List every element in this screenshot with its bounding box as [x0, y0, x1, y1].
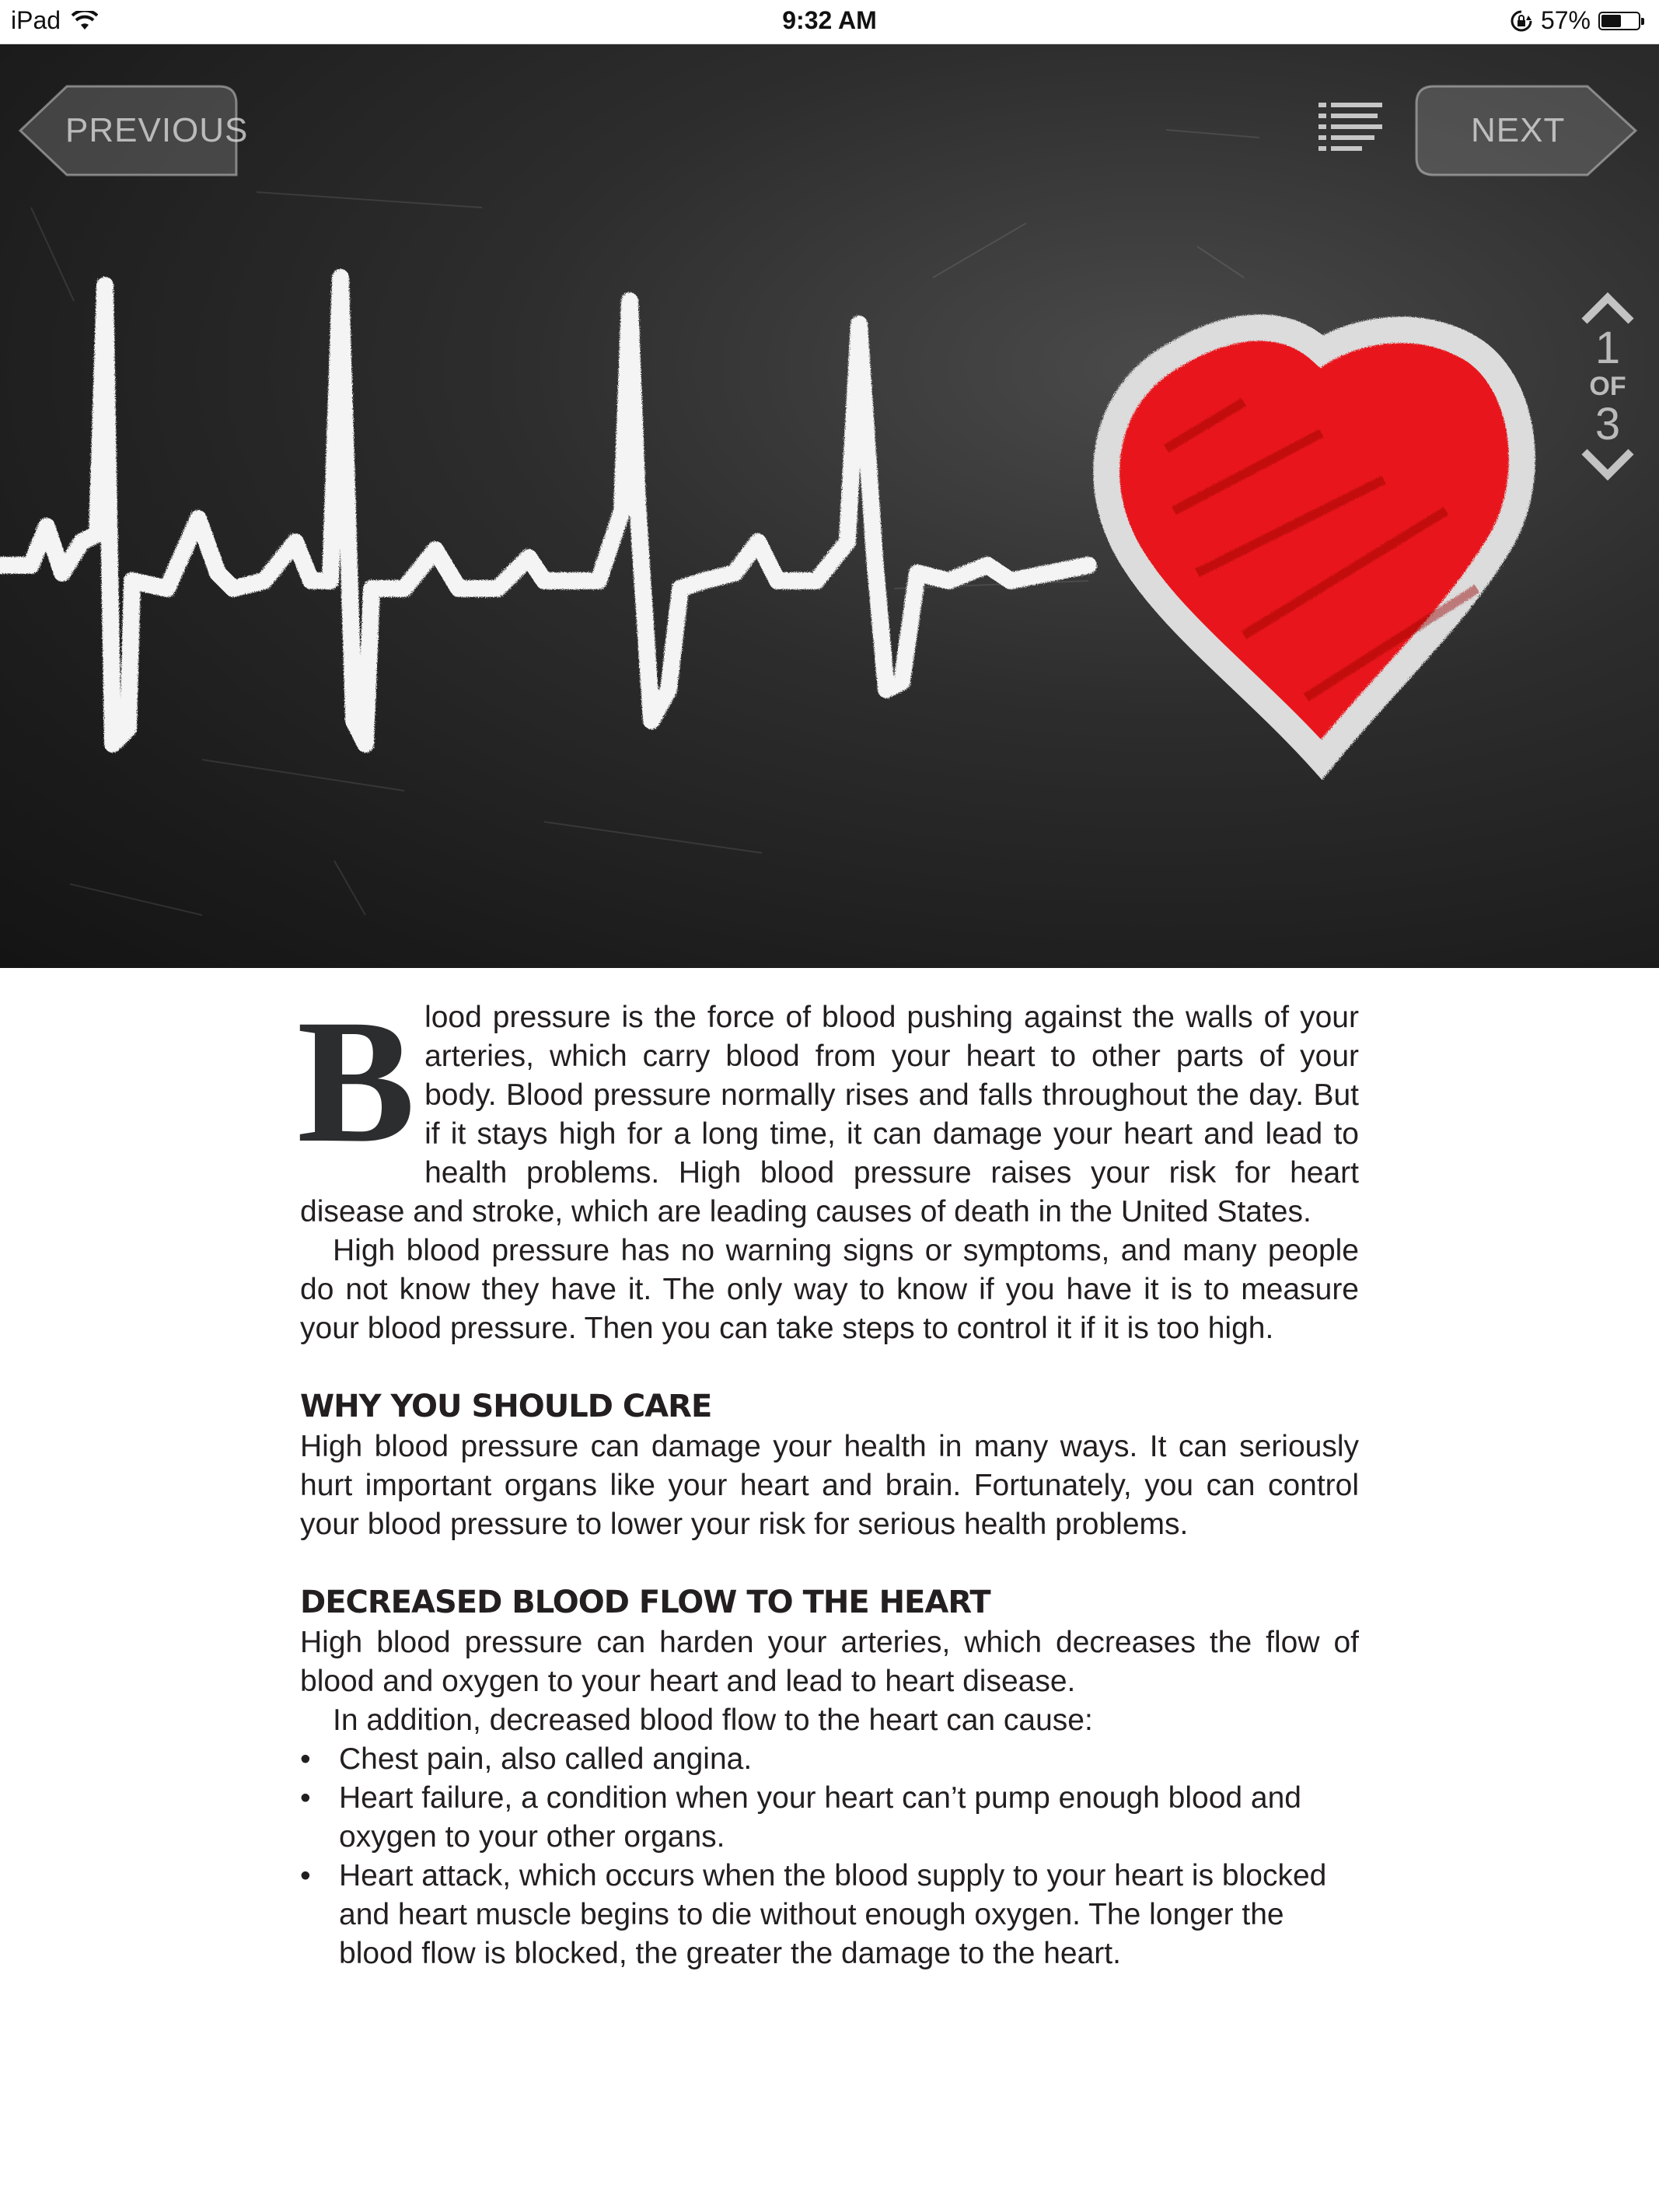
intro-paragraph — [297, 984, 1359, 1232]
ecg-line — [0, 278, 1088, 744]
list-item-text: Heart failure, a condition when your heart can’t pump enough blood and oxygen to your other organs. — [339, 1781, 1301, 1854]
battery-icon — [1598, 12, 1640, 30]
drop-cap: B — [297, 984, 416, 1179]
battery-percent: 57% — [1540, 6, 1591, 34]
chevron-down-icon[interactable] — [1580, 447, 1636, 481]
section-body-why-care: High blood pressure can damage your health in many ways. It can seriously hurt important organs like your heart and brain. Fortunately, you can control your blood pressure to lower your risk for serious health problems. — [300, 1430, 1359, 1541]
status-time: 9:32 AM — [782, 6, 877, 34]
bullet-icon: • — [300, 1859, 311, 1892]
list-item — [300, 1779, 1359, 1857]
article-body — [297, 984, 1359, 1973]
paragraph-2: High blood pressure has no warning signs or symptoms, and many people do not know they have it. The only way to know if you have it is to measure your blood pressure. Then you can take steps to control it if it is too high. — [300, 1234, 1359, 1345]
battery-level — [1601, 15, 1621, 27]
section-heading-blood-flow: DECREASED BLOOD FLOW TO THE HEART — [300, 1585, 990, 1620]
next-label: NEXT — [1471, 111, 1566, 149]
chalkboard-illustration — [0, 44, 1659, 968]
status-bar — [0, 0, 1659, 44]
bullet-icon: • — [300, 1742, 311, 1776]
list-item — [300, 1857, 1359, 1973]
list-item-text: Heart attack, which occurs when the blood supply to your heart is blocked and heart muscle begins to die without enough oxygen. The longer the blood flow is blocked, the greater the damage to the heart. — [339, 1859, 1327, 1970]
section-heading-why-care: WHY YOU SHOULD CARE — [300, 1389, 712, 1424]
next-button[interactable] — [1413, 83, 1639, 178]
table-of-contents-icon[interactable] — [1318, 101, 1382, 154]
page-current: 1 — [1594, 323, 1621, 373]
section-lead-blood-flow: In addition, decreased blood flow to the heart can cause: — [333, 1704, 1093, 1737]
heart-drawing — [1106, 327, 1522, 760]
page-total: 3 — [1594, 399, 1621, 449]
page-indicator — [1575, 292, 1640, 556]
device-name: iPad — [11, 6, 61, 34]
page-of: OF — [1589, 372, 1626, 401]
hero-image — [0, 44, 1659, 968]
previous-label: PREVIOUS — [65, 111, 249, 149]
section-body-blood-flow: High blood pressure can harden your arteries, which decreases the flow of blood and oxygen to your heart and lead to heart disease. — [300, 1626, 1359, 1698]
bullet-icon: • — [300, 1781, 311, 1815]
intro-text: lood pressure is the force of blood pushing against the walls of your arteries, which carry blood from your heart to other parts of your body. Blood pressure normally rises and falls throughout the day. But if it stays high for a long time, it can damage your heart and lead to health problems. High blood pressure raises your risk for heart disease and stroke, which are leading causes of death in the United States. — [300, 1001, 1359, 1228]
chevron-up-icon[interactable] — [1580, 292, 1636, 326]
bullet-list — [300, 1740, 1359, 1973]
list-item — [300, 1740, 1359, 1779]
rotation-lock-icon — [1510, 9, 1533, 33]
list-item-text: Chest pain, also called angina. — [339, 1742, 753, 1776]
previous-button[interactable] — [17, 83, 249, 178]
